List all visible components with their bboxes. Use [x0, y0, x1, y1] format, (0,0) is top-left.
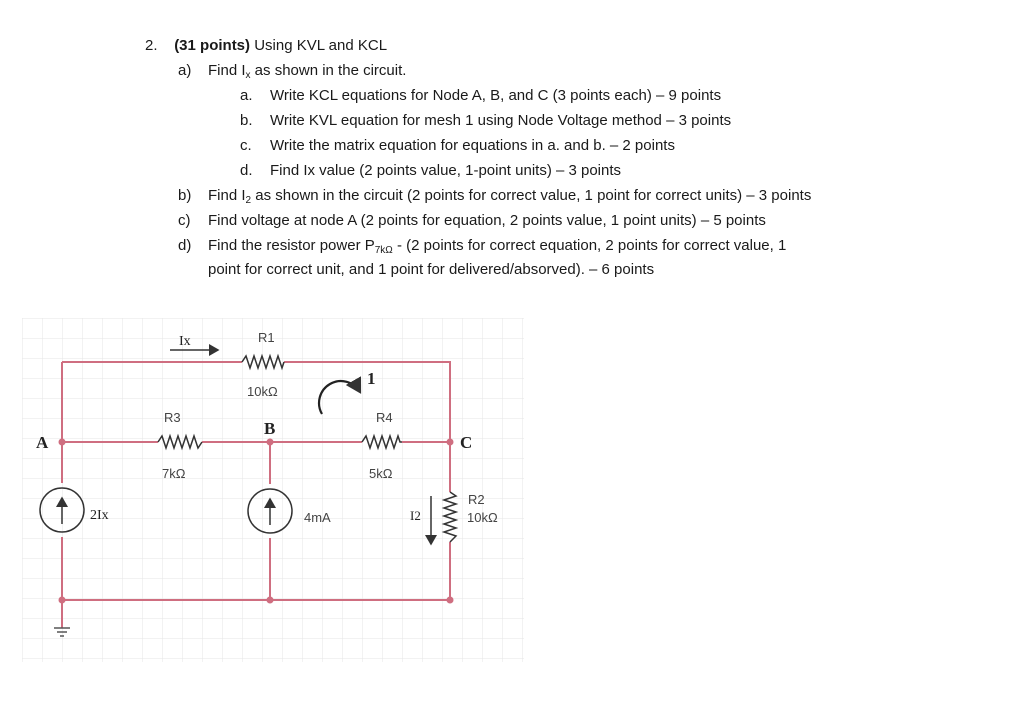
part-d-text-pre: Find the resistor power P — [208, 237, 375, 254]
circuit-diagram — [22, 318, 524, 662]
part-c-label: c) — [178, 212, 191, 229]
part-d-text-sub: 7kΩ — [374, 245, 393, 256]
part-a-item-label: d. — [240, 162, 253, 179]
part-b-text-pre: Find I — [208, 187, 246, 204]
bottom-junction-dot — [447, 597, 454, 604]
grid-background — [22, 318, 524, 662]
bottom-junction-dot — [59, 597, 66, 604]
part-a-item-label: c. — [240, 137, 252, 154]
part-a-item — [240, 86, 722, 106]
node-b-label: B — [264, 419, 276, 438]
part-b-text-sub: 2 — [245, 195, 252, 206]
bottom-junction-dot — [267, 597, 274, 604]
problem-number: 2. — [145, 37, 158, 54]
part-b-text-post: as shown in the circuit (2 points for correct value, 1 point for correct units) – 3 points — [251, 187, 812, 204]
r3-value: 7kΩ — [162, 466, 186, 481]
part-c — [178, 211, 766, 231]
problem-heading — [145, 36, 387, 56]
node-a-dot — [59, 439, 66, 446]
node-c-label: C — [460, 433, 473, 452]
node-a-label: A — [36, 433, 49, 452]
part-b-label: b) — [178, 187, 192, 204]
i2-label: I2 — [410, 508, 421, 523]
r3-name: R3 — [164, 410, 181, 425]
current-source-label: 4mA — [304, 510, 331, 525]
part-a-item — [240, 136, 675, 156]
dep-source-label: 2Ix — [90, 508, 109, 523]
part-d-label: d) — [178, 237, 192, 254]
part-a-text-post: as shown in the circuit. — [250, 62, 407, 79]
part-a-item-text: Write KCL equations for Node A, B, and C (3 points each) – 9 points — [270, 87, 722, 104]
part-d-line2: point for correct unit, and 1 point for delivered/absorved). – 6 points — [208, 261, 655, 278]
part-a-item-text: Write the matrix equation for equations in a. and b. – 2 points — [270, 137, 675, 154]
problem-title: Using KVL and KCL — [250, 37, 388, 54]
part-a-item-text: Write KVL equation for mesh 1 using Node Voltage method – 3 points — [270, 112, 732, 129]
r2-value: 10kΩ — [467, 510, 498, 525]
r2-name: R2 — [468, 492, 485, 507]
node-b-dot — [267, 439, 274, 446]
part-a — [178, 61, 407, 81]
part-a-item — [240, 111, 732, 131]
ix-label: Ix — [179, 334, 191, 349]
part-a-text-pre: Find I — [208, 62, 246, 79]
part-c-text: Find voltage at node A (2 points for equation, 2 points value, 1 point units) – 5 points — [208, 212, 766, 229]
r1-name: R1 — [258, 330, 275, 345]
problem-points: (31 points) — [174, 37, 251, 54]
part-a-item-label: b. — [240, 112, 253, 129]
node-c-dot — [447, 439, 454, 446]
r1-value: 10kΩ — [247, 384, 278, 399]
part-a-item-label: a. — [240, 87, 253, 104]
mesh-1-label: 1 — [367, 369, 376, 388]
r4-name: R4 — [376, 410, 393, 425]
part-a-item-text: Find Ix value (2 points value, 1-point units) – 3 points — [270, 162, 622, 179]
r4-value: 5kΩ — [369, 466, 393, 481]
part-a-text-sub: x — [245, 70, 251, 81]
part-a-item — [240, 161, 622, 181]
part-d-text-post: - (2 points for correct equation, 2 points for correct value, 1 — [392, 237, 787, 254]
part-b — [178, 186, 812, 206]
part-a-label: a) — [178, 62, 192, 79]
